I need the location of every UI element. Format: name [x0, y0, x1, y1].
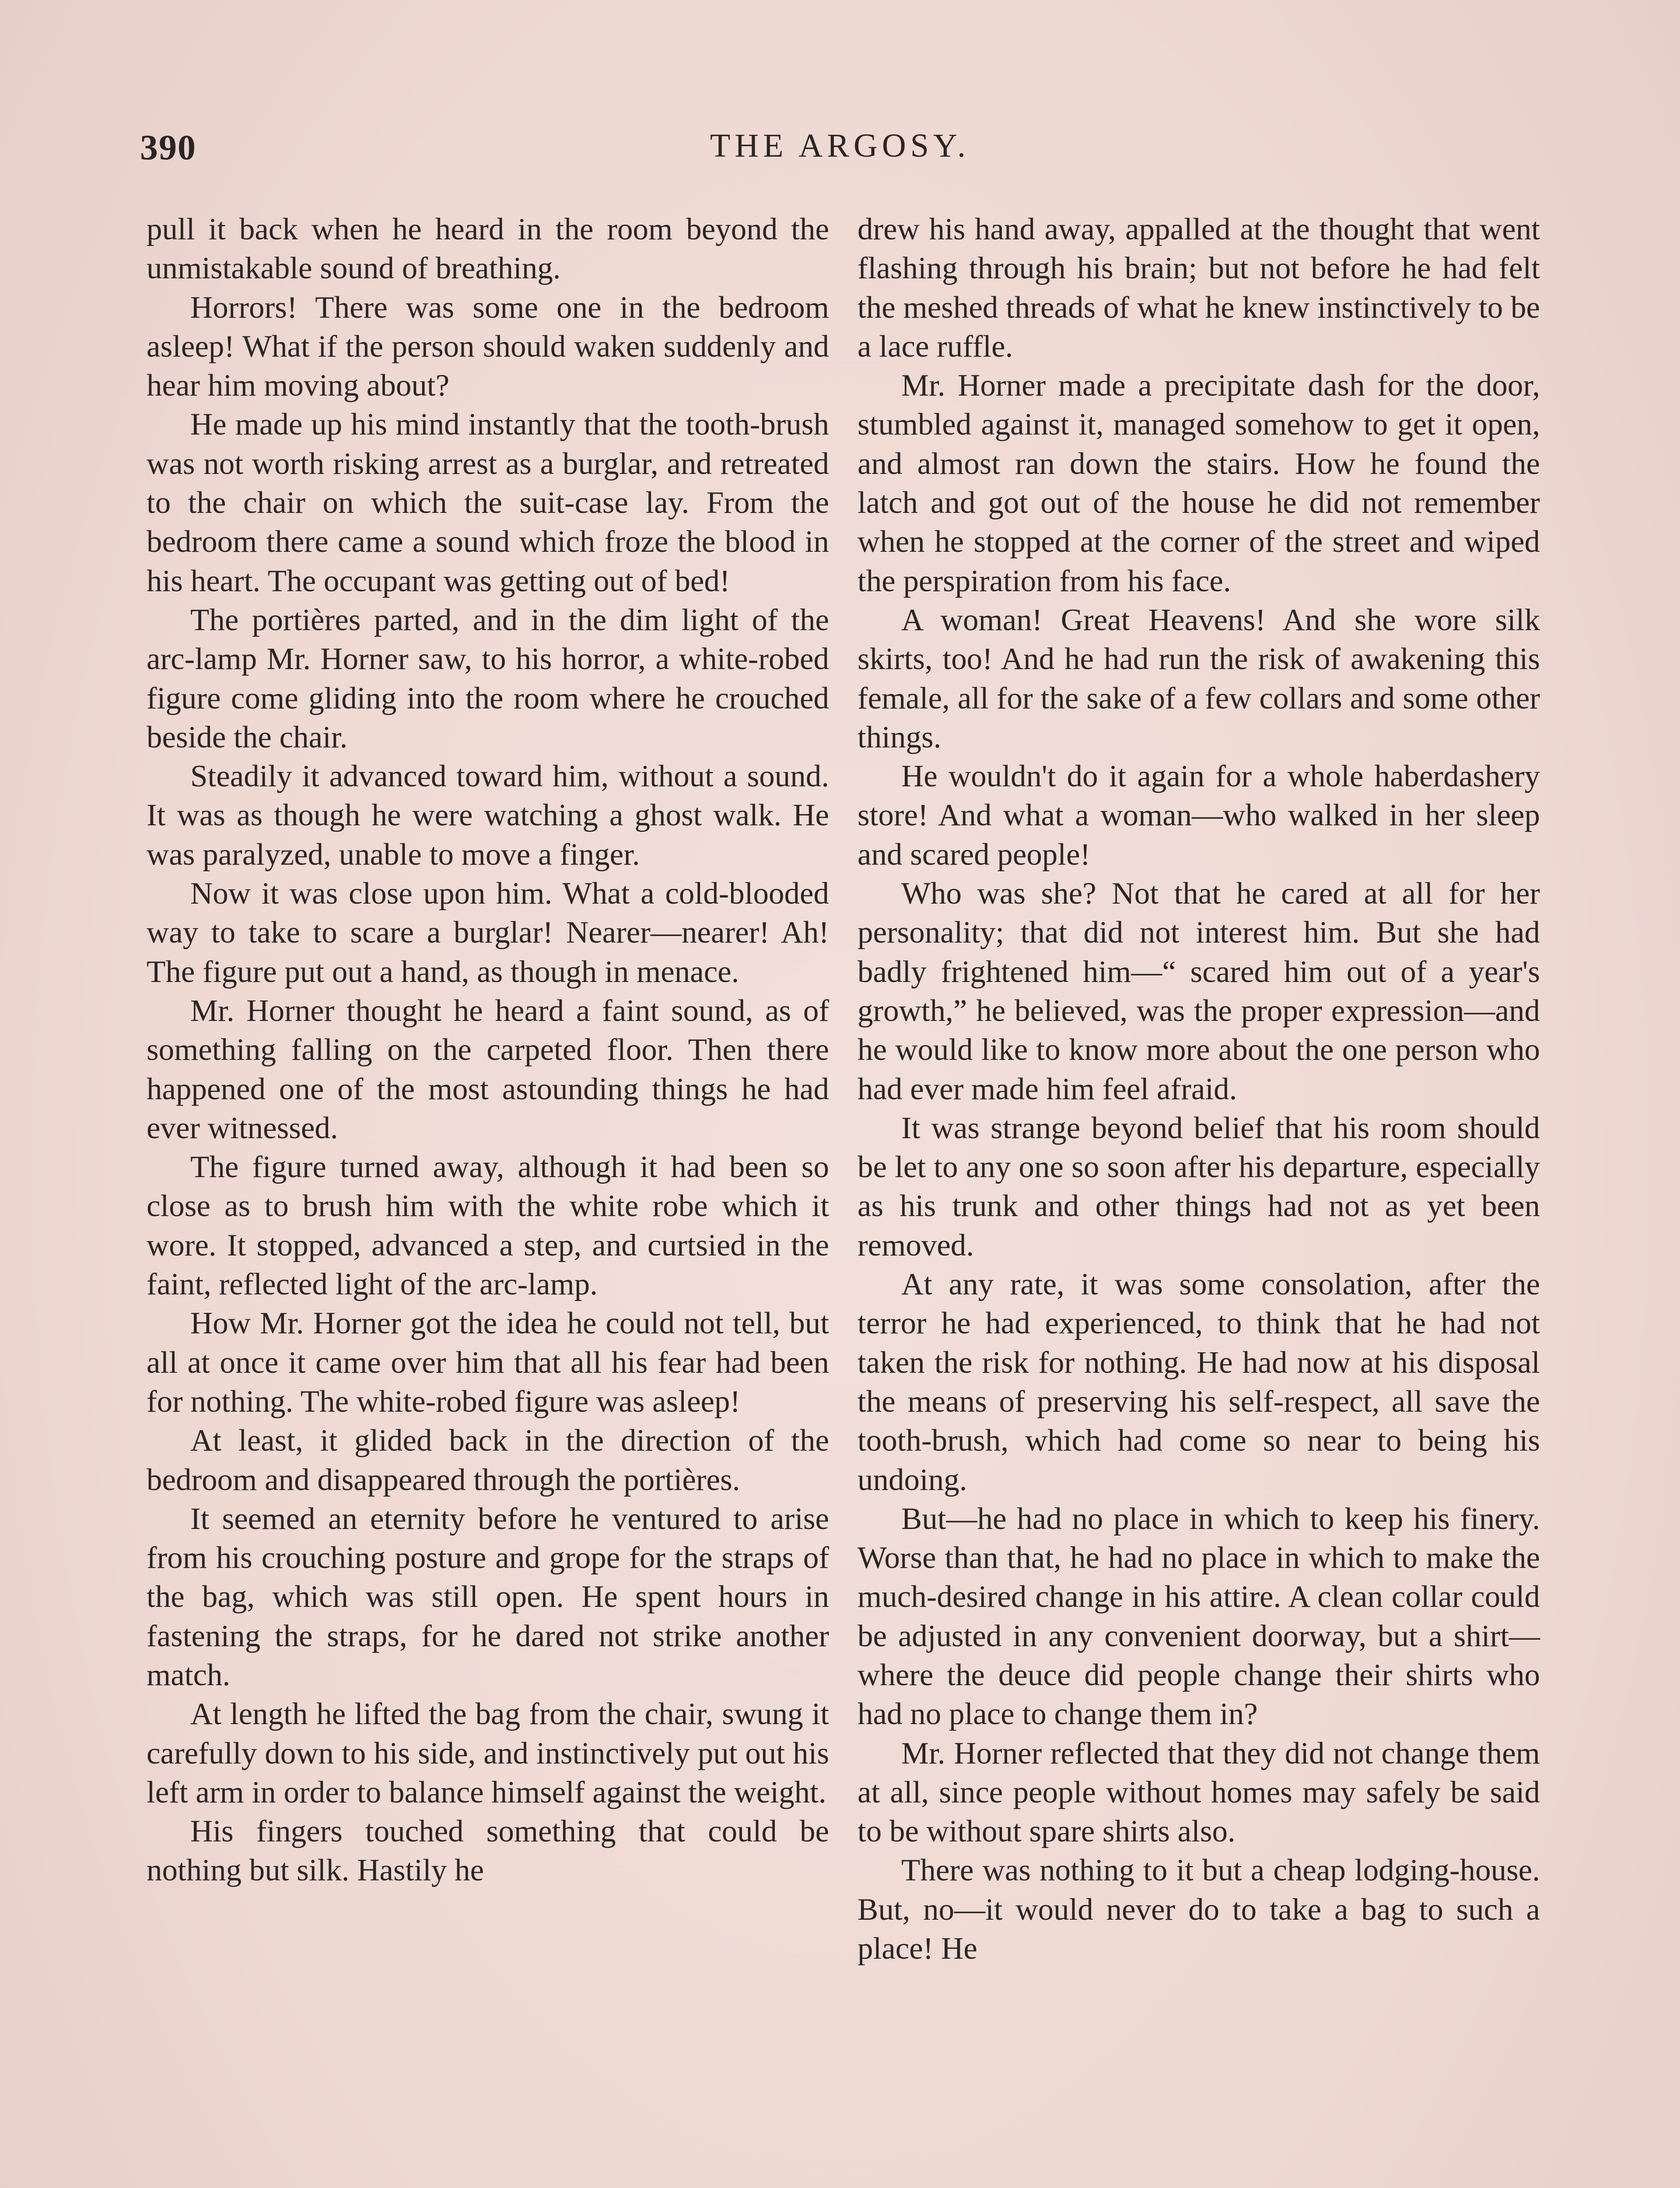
paragraph: His fingers touched something that could be nothing but silk. Hastily he: [147, 1814, 829, 1888]
paragraph: The figure turned away, although it had been so close as to brush him with the white robe which it wore. It stopped, advanced a step, and curtsied in the faint, reflected light of the arc-lamp.: [147, 1150, 829, 1302]
paragraph: How Mr. Horner got the idea he could not tell, but all at once it came over him that all his fear had been for nothing. The white-robed figure was asleep!: [147, 1306, 829, 1419]
right-column: [858, 210, 1540, 1968]
paragraph: Mr. Horner reflected that they did not change them at all, since people without homes may safely be said to be without spare shirts also.: [858, 1736, 1540, 1849]
paragraph: A woman! Great Heavens! And she wore silk skirts, too! And he had run the risk of awakening this female, all for the sake of a few collars and some other things.: [858, 603, 1540, 754]
paragraph: At any rate, it was some consolation, after the terror he had experienced, to think that he had not taken the risk for nothing. He had now at his disposal the means of preserving his self-respect, all save the tooth-brush, which had come so near to being his undoing.: [858, 1267, 1540, 1497]
paragraph: At least, it glided back in the direction of the bedroom and disappeared through the portières.: [147, 1424, 829, 1497]
paragraph: It seemed an eternity before he ventured to arise from his crouching posture and grope for the straps of the bag, which was still open. He spent hours in fastening the straps, for he dared not strike another match.: [147, 1501, 829, 1692]
paragraph: He wouldn't do it again for a whole haberdashery store! And what a woman—who walked in her sleep and scared people!: [858, 759, 1540, 872]
left-column: [147, 210, 829, 1890]
running-head: THE ARGOSY.: [710, 127, 970, 164]
page-number: 390: [140, 127, 196, 167]
paragraph: He made up his mind instantly that the tooth-brush was not worth risking arrest as a burglar, and retreated to the chair on which the suit-case lay. From the bedroom there came a sound which froze the blood in his heart. The occupant was getting out of bed!: [147, 407, 829, 598]
paragraph: There was nothing to it but a cheap lodging-house. But, no—it would never do to take a bag to such a place! He: [858, 1853, 1540, 1966]
paragraph: Mr. Horner made a precipitate dash for the door, stumbled against it, managed somehow to get it open, and almost ran down the stairs. How he found the latch and got out of the house he did not remember when he stopped at the corner of the street and wiped the perspiration from his face.: [858, 368, 1540, 598]
paragraph: It was strange beyond belief that his room should be let to any one so soon after his departure, especially as his trunk and other things had not as yet been removed.: [858, 1111, 1540, 1262]
paragraph: Mr. Horner thought he heard a faint sound, as of something falling on the carpeted floor. Then there happened one of the most astounding things he had ever witnessed.: [147, 993, 829, 1145]
paragraph: The portières parted, and in the dim light of the arc-lamp Mr. Horner saw, to his horror, a white-robed figure come gliding into the room where he crouched beside the chair.: [147, 603, 829, 754]
paragraph: But—he had no place in which to keep his finery. Worse than that, he had no place in which to make the much-desired change in his attire. A clean collar could be adjusted in any convenient doorway, but a shirt—where the deuce did people change their shirts who had no place to change them in?: [858, 1501, 1540, 1732]
paragraph: Horrors! There was some one in the bedroom asleep! What if the person should waken suddenly and hear him moving about?: [147, 290, 829, 403]
paragraph: At length he lifted the bag from the chair, swung it carefully down to his side, and instinctively put out his left arm in order to balance himself against the weight.: [147, 1697, 829, 1809]
paragraph: Who was she? Not that he cared at all for her personality; that did not interest him. But she had badly frightened him—“ scared him out of a year's growth,” he believed, was the proper expression—and he would like to know more about the one person who had ever made him feel afraid.: [858, 877, 1540, 1106]
paragraph: Now it was close upon him. What a cold-blooded way to take to scare a burglar! Nearer—nearer! Ah! The figure put out a hand, as though in menace.: [147, 877, 829, 989]
paragraph: Steadily it advanced toward him, without a sound. It was as though he were watching a ghost walk. He was paralyzed, unable to move a finger.: [147, 759, 829, 872]
paragraph: drew his hand away, appalled at the thought that went flashing through his brain; but not before he had felt the meshed threads of what he knew instinctively to be a lace ruffle.: [858, 212, 1540, 364]
paragraph: pull it back when he heard in the room beyond the unmistakable sound of breathing.: [147, 212, 829, 286]
page-header: [140, 127, 1540, 175]
